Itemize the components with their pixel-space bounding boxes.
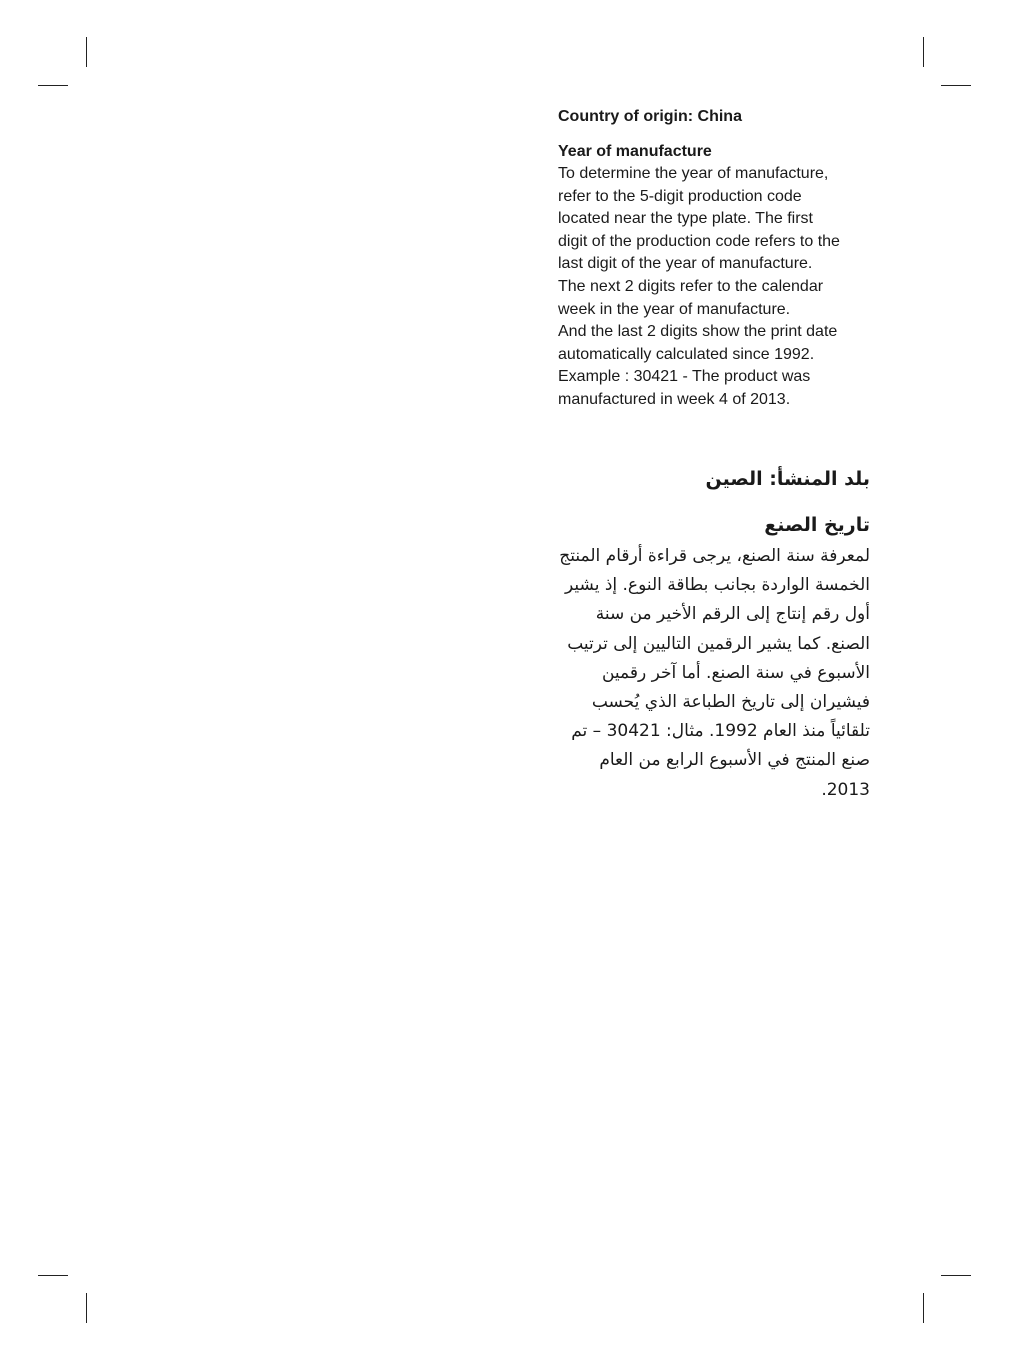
arabic-body-line: تلقائياً منذ العام 1992. مثال: 30421 – تم bbox=[571, 721, 870, 742]
crop-mark-bottom-right-horizontal bbox=[941, 1275, 971, 1276]
arabic-body-line: 2013. bbox=[821, 779, 870, 800]
arabic-section bbox=[548, 464, 870, 805]
arabic-body-line: الأسبوع في سنة الصنع. أما آخر رقمين bbox=[601, 662, 870, 683]
body-line: manufactured in week 4 of 2013. bbox=[558, 390, 791, 408]
arabic-body-line: أول رقم إنتاج إلى الرقم الأخير من سنة bbox=[595, 604, 870, 625]
body-line: Example : 30421 - The product was bbox=[558, 368, 811, 386]
body-line: The next 2 digits refer to the calendar bbox=[558, 277, 824, 295]
body-line: To determine the year of manufacture, bbox=[558, 165, 829, 182]
country-of-origin: Country of origin: China bbox=[558, 108, 742, 125]
arabic-body-line: الصنع. كما يشير الرقمين التاليين إلى ترتيب bbox=[567, 633, 870, 654]
body-line: automatically calculated since 1992. bbox=[558, 345, 815, 363]
body-line: week in the year of manufacture. bbox=[558, 300, 791, 318]
crop-mark-top-left-vertical bbox=[86, 37, 87, 67]
english-section bbox=[558, 106, 878, 412]
year-of-manufacture-body bbox=[558, 163, 878, 412]
body-line: refer to the 5-digit production code bbox=[558, 187, 802, 205]
body-line: digit of the production code refers to the bbox=[558, 232, 840, 250]
arabic-body-line: لمعرفة سنة الصنع، يرجى قراءة أرقام المنتج bbox=[559, 546, 870, 566]
body-line: And the last 2 digits show the print date bbox=[558, 323, 838, 341]
arabic-body-line: صنع المنتج في الأسبوع الرابع من العام bbox=[599, 750, 870, 771]
arabic-year-of-manufacture-body bbox=[548, 542, 870, 805]
crop-mark-top-left-horizontal bbox=[38, 85, 68, 86]
crop-mark-top-right-vertical bbox=[923, 37, 924, 67]
year-of-manufacture-heading: Year of manufacture bbox=[558, 143, 712, 160]
crop-mark-bottom-left-horizontal bbox=[38, 1275, 68, 1276]
crop-mark-top-right-horizontal bbox=[941, 85, 971, 86]
body-line: located near the type plate. The first bbox=[558, 210, 813, 228]
arabic-country-of-origin: بلد المنشأ: الصين bbox=[705, 468, 870, 490]
arabic-body-line: الخمسة الواردة بجانب بطاقة النوع. إذ يشير bbox=[565, 575, 870, 596]
crop-mark-bottom-left-vertical bbox=[86, 1293, 87, 1323]
crop-mark-bottom-right-vertical bbox=[923, 1293, 924, 1323]
arabic-year-of-manufacture-heading: تاريخ الصنع bbox=[764, 514, 870, 536]
arabic-body-line: فيشيران إلى تاريخ الطباعة الذي يُحسب bbox=[591, 692, 870, 713]
body-line: last digit of the year of manufacture. bbox=[558, 255, 813, 273]
